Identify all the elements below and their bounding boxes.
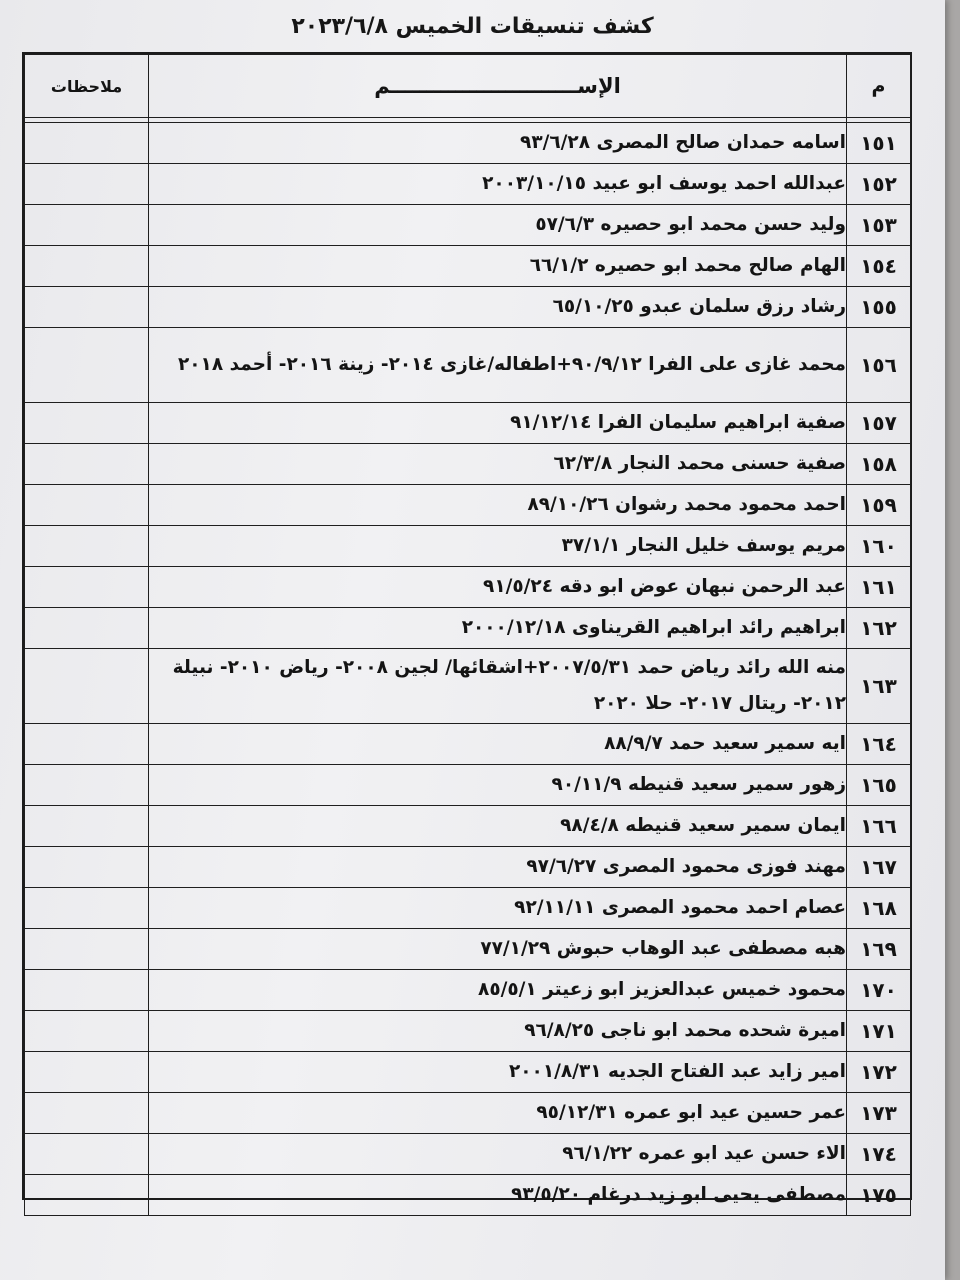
row-number: ١٦٥ [847, 765, 911, 806]
row-name: اسامه حمدان صالح المصرى ٩٣/٦/٢٨ [149, 123, 847, 164]
table-row [25, 485, 911, 526]
table-row [25, 287, 911, 328]
row-notes [25, 1011, 149, 1052]
row-name: مصطفى يحيى ابو زيد درغام ٩٣/٥/٢٠ [149, 1175, 847, 1216]
table-row [25, 444, 911, 485]
table-row [25, 567, 911, 608]
table-row [25, 205, 911, 246]
row-notes [25, 1134, 149, 1175]
row-name: الاء حسن عيد ابو عمره ٩٦/١/٢٢ [149, 1134, 847, 1175]
header-notes: ملاحظات [25, 55, 149, 118]
row-name: هبه مصطفى عبد الوهاب حبوش ٧٧/١/٢٩ [149, 929, 847, 970]
row-number: ١٧٢ [847, 1052, 911, 1093]
row-name: امير زايد عبد الفتاح الجديه ٢٠٠١/٨/٣١ [149, 1052, 847, 1093]
row-notes [25, 287, 149, 328]
row-name: مهند فوزى محمود المصرى ٩٧/٦/٢٧ [149, 847, 847, 888]
row-number: ١٥٥ [847, 287, 911, 328]
table-row [25, 1011, 911, 1052]
row-notes [25, 1052, 149, 1093]
row-number: ١٧٠ [847, 970, 911, 1011]
row-number: ١٥١ [847, 123, 911, 164]
table-row [25, 1093, 911, 1134]
row-number: ١٧٣ [847, 1093, 911, 1134]
row-number: ١٦٢ [847, 608, 911, 649]
row-name: محمد غازى على الفرا ٩٠/٩/١٢+اطفاله/غازى ٢٠١٤- زينة ٢٠١٦- أحمد ٢٠١٨ [149, 328, 847, 403]
header-name: الإســــــــــــــــــــــــــم [149, 55, 847, 118]
row-notes [25, 123, 149, 164]
table-row [25, 328, 911, 403]
row-notes [25, 806, 149, 847]
row-notes [25, 1175, 149, 1216]
row-name: عمر حسين عيد ابو عمره ٩٥/١٢/٣١ [149, 1093, 847, 1134]
row-number: ١٦٩ [847, 929, 911, 970]
row-name: عصام احمد محمود المصرى ٩٢/١١/١١ [149, 888, 847, 929]
table-row [25, 929, 911, 970]
row-name: عبد الرحمن نبهان عوض ابو دقه ٩١/٥/٢٤ [149, 567, 847, 608]
table-row [25, 847, 911, 888]
row-number: ١٦٨ [847, 888, 911, 929]
row-number: ١٧٥ [847, 1175, 911, 1216]
row-number: ١٦١ [847, 567, 911, 608]
row-name: ابراهيم رائد ابراهيم القريناوى ٢٠٠٠/١٢/١٨ [149, 608, 847, 649]
row-notes [25, 847, 149, 888]
coordination-table [24, 54, 911, 1216]
table-row [25, 888, 911, 929]
row-notes [25, 403, 149, 444]
row-number: ١٥٩ [847, 485, 911, 526]
table-row [25, 1052, 911, 1093]
row-number: ١٥٨ [847, 444, 911, 485]
row-number: ١٥٢ [847, 164, 911, 205]
row-notes [25, 765, 149, 806]
row-name: رشاد رزق سلمان عبدو ٦٥/١٠/٢٥ [149, 287, 847, 328]
row-number: ١٥٦ [847, 328, 911, 403]
page-title: كشف تنسيقات الخميس ٢٠٢٣/٦/٨ [291, 14, 654, 39]
row-number: ١٥٤ [847, 246, 911, 287]
row-name: صفية حسنى محمد النجار ٦٢/٣/٨ [149, 444, 847, 485]
table-row [25, 1175, 911, 1216]
row-notes [25, 1093, 149, 1134]
row-number: ١٦٧ [847, 847, 911, 888]
row-number: ١٦٤ [847, 724, 911, 765]
row-notes [25, 724, 149, 765]
row-name: ايمان سمير سعيد قنيطه ٩٨/٤/٨ [149, 806, 847, 847]
table-row [25, 526, 911, 567]
row-notes [25, 929, 149, 970]
row-name: وليد حسن محمد ابو حصيره ٥٧/٦/٣ [149, 205, 847, 246]
header-number: م [847, 55, 911, 118]
row-number: ١٧٤ [847, 1134, 911, 1175]
header-row [25, 55, 911, 118]
table-row [25, 403, 911, 444]
row-notes [25, 164, 149, 205]
row-name: عبدالله احمد يوسف ابو عبيد ٢٠٠٣/١٠/١٥ [149, 164, 847, 205]
row-number: ١٥٣ [847, 205, 911, 246]
row-notes [25, 526, 149, 567]
row-name: احمد محمود محمد رشوان ٨٩/١٠/٢٦ [149, 485, 847, 526]
row-name: صفية ابراهيم سليمان الفرا ٩١/١٢/١٤ [149, 403, 847, 444]
table-row [25, 1134, 911, 1175]
row-notes [25, 328, 149, 403]
row-name: الهام صالح محمد ابو حصيره ٦٦/١/٢ [149, 246, 847, 287]
row-name: محمود خميس عبدالعزيز ابو زعيتر ٨٥/٥/١ [149, 970, 847, 1011]
table-row [25, 724, 911, 765]
table-row [25, 608, 911, 649]
row-name: مريم يوسف خليل النجار ٣٧/١/١ [149, 526, 847, 567]
row-notes [25, 608, 149, 649]
table-row [25, 765, 911, 806]
table-row [25, 970, 911, 1011]
table-row [25, 246, 911, 287]
row-number: ١٦٣ [847, 649, 911, 724]
row-number: ١٦٦ [847, 806, 911, 847]
row-name: زهور سمير سعيد قنيطه ٩٠/١١/٩ [149, 765, 847, 806]
row-notes [25, 567, 149, 608]
row-notes [25, 649, 149, 724]
table-row [25, 649, 911, 724]
row-notes [25, 444, 149, 485]
row-number: ١٥٧ [847, 403, 911, 444]
row-notes [25, 888, 149, 929]
table-row [25, 123, 911, 164]
row-notes [25, 246, 149, 287]
row-number: ١٧١ [847, 1011, 911, 1052]
row-number: ١٦٠ [847, 526, 911, 567]
row-name: منه الله رائد رياض حمد ٢٠٠٧/٥/٣١+اشقائها/ لجين ٢٠٠٨- رياض ٢٠١٠- نبيلة ٢٠١٢- ريتال ٢٠١٧- حلا ٢٠٢٠ [149, 649, 847, 724]
row-notes [25, 205, 149, 246]
row-name: اميرة شحده محمد ابو ناجى ٩٦/٨/٢٥ [149, 1011, 847, 1052]
row-notes [25, 485, 149, 526]
table-row [25, 164, 911, 205]
row-name: ايه سمير سعيد حمد ٨٨/٩/٧ [149, 724, 847, 765]
row-notes [25, 970, 149, 1011]
table-row [25, 806, 911, 847]
